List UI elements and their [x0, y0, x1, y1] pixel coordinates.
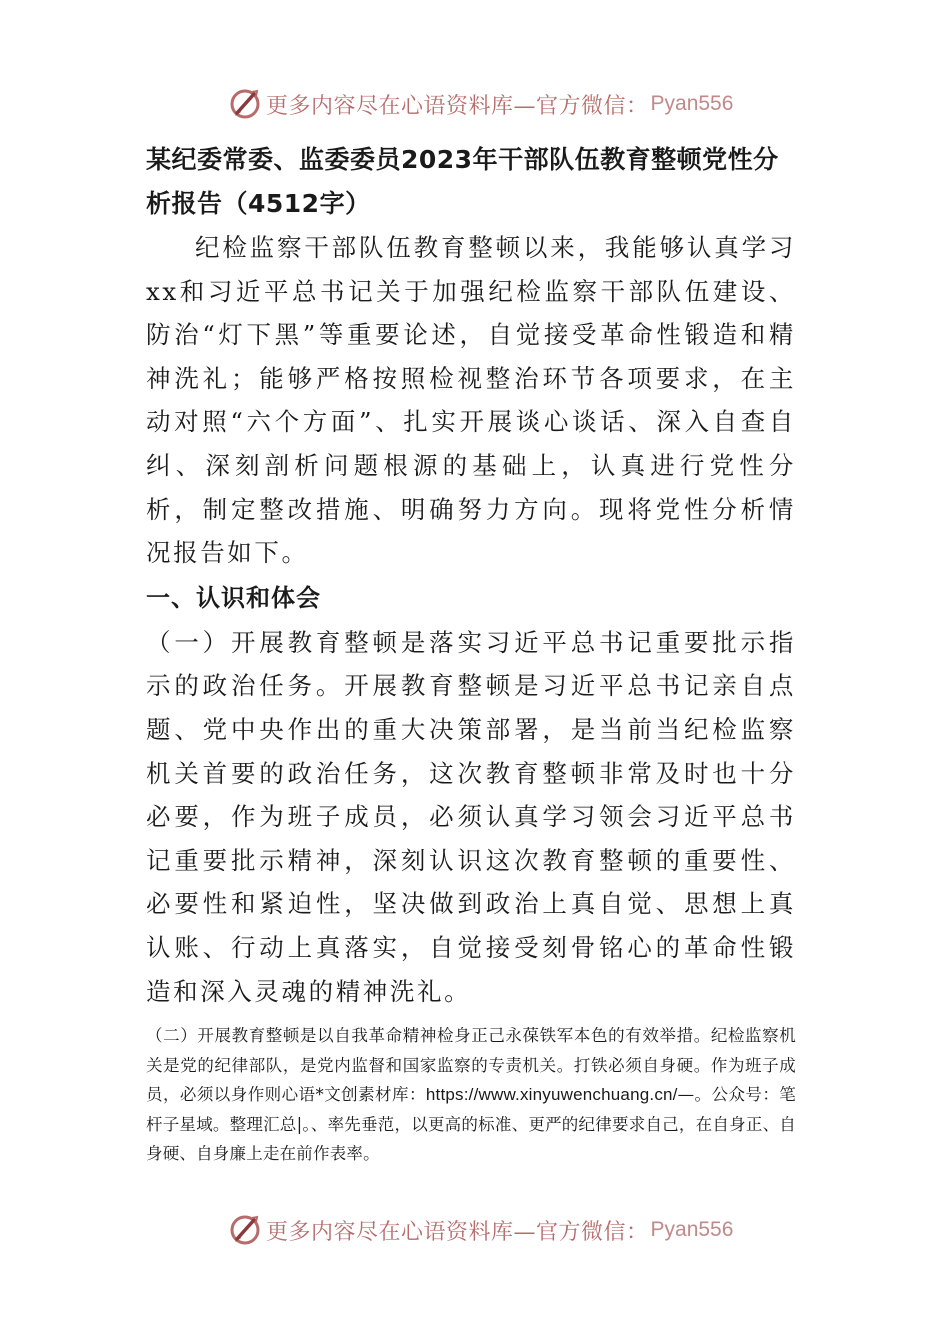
intro-paragraph: 纪检监察干部队伍教育整顿以来，我能够认真学习xx和习近平总书记关于加强纪检监察干部队伍建设、防治“灯下黑”等重要论述，自觉接受革命性锻造和精神洗礼；能够严格按照检视整治环节各项要求，在主动对照“六个方面”、扎实开展谈心谈话、深入自查自纠、深刻剖析问题根源的基础上，认真进行党性分析，制定整改措施、明确努力方向。现将党性分析情况报告如下。: [146, 233, 796, 568]
section-heading: 一、认识和体会: [146, 583, 321, 612]
watermark-text: 更多内容尽在心语资料库—官方微信：: [266, 93, 649, 119]
point-two-paragraph: [146, 1021, 796, 1169]
point-two-url: https://www.xinyuwenchuang.cn/: [425, 1085, 678, 1105]
pen-logo-icon: [228, 1213, 262, 1247]
point-two-text-a: （二）开展教育整顿是以自我革命精神检身正己永葆铁军本色的有效举措。纪检监察机关是党的纪律部队，是党内监督和国家监察的专责机关。打铁必须自身硬。作为班子成员，必须以身作则心语*文创素材库：: [146, 1026, 796, 1105]
header-watermark: [228, 84, 733, 124]
document-body: [146, 138, 796, 1169]
footer-watermark: [228, 1210, 733, 1250]
pen-logo-icon: [228, 87, 262, 121]
watermark-text: 更多内容尽在心语资料库—官方微信：: [266, 1219, 649, 1245]
point-two-text-b: —。公众号：笔杆子星域。整理汇总|。、率先垂范，以更高的标准、更严的纪律要求自己，在自身正、自身硬、自身廉上走在前作表率。: [146, 1085, 796, 1164]
watermark-wechat-id: Pyan556: [650, 1218, 734, 1241]
point-one-paragraph: （一）开展教育整顿是落实习近平总书记重要批示指示的政治任务。开展教育整顿是习近平总书记亲自点题、党中央作出的重大决策部署，是当前当纪检监察机关首要的政治任务，这次教育整顿非常及时也十分必要，作为班子成员，必须认真学习领会习近平总书记重要批示精神，深刻认识这次教育整顿的重要性、必要性和紧迫性，坚决做到政治上真自觉、思想上真认账、行动上真落实，自觉接受刻骨铭心的革命性锻造和深入灵魂的精神洗礼。: [146, 627, 796, 1006]
watermark-wechat-id: Pyan556: [650, 92, 734, 115]
document-title: 某纪委常委、监委委员2023年干部队伍教育整顿党性分析报告（4512字）: [146, 145, 779, 218]
